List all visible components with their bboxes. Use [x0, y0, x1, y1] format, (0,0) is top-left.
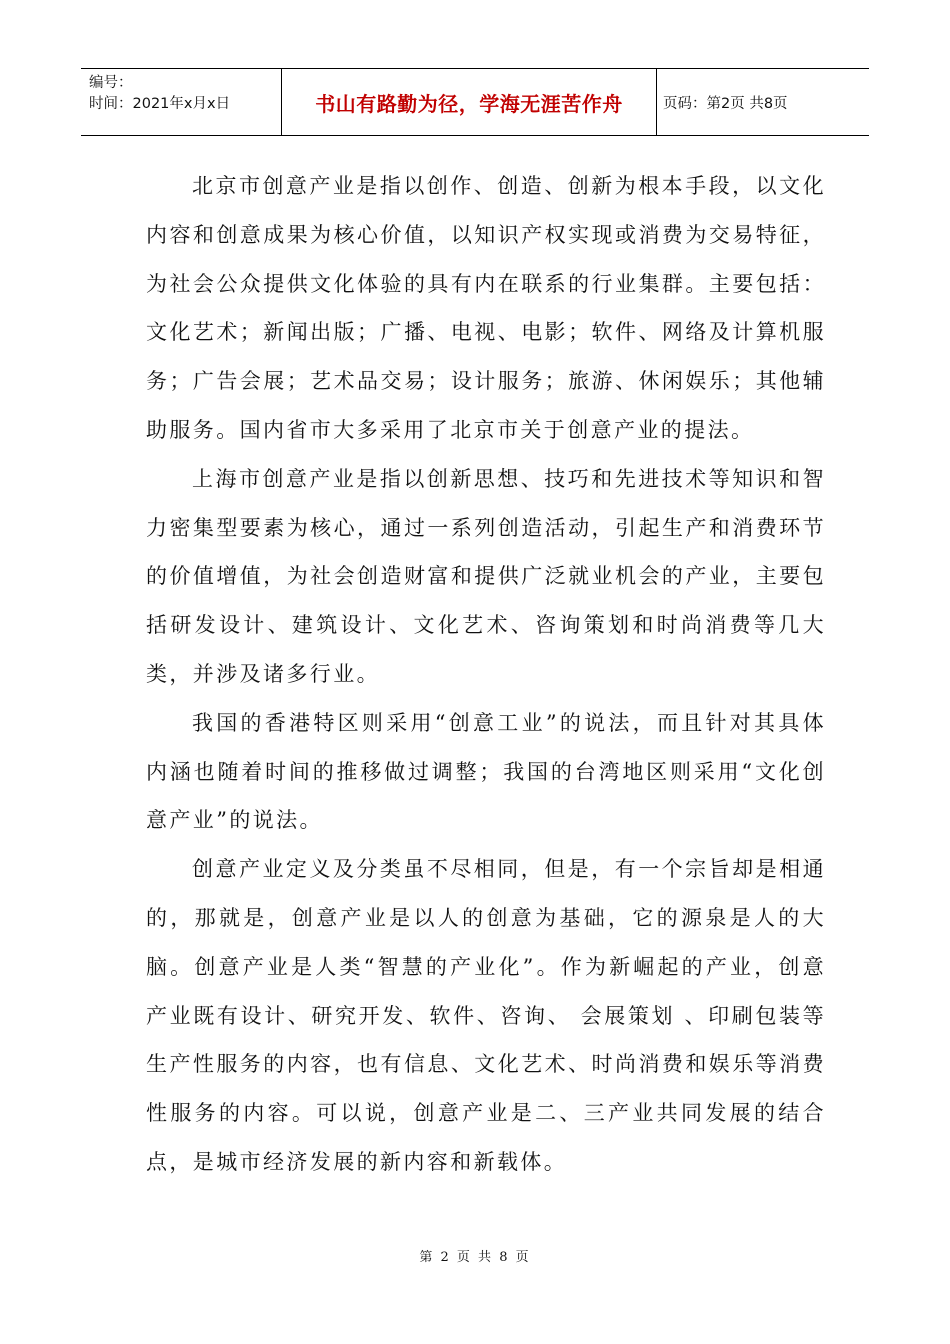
paragraph-shanghai: 上海市创意产业是指以创新思想、技巧和先进技术等知识和智力密集型要素为核心，通过一系列创造活动，引起生产和消费环节的价值增值，为社会创造财富和提供广泛就业机会的产业，主要包括研发设计、建筑设计、文化艺术、咨询策划和时尚消费等几大类，并涉及诸多行业。 — [146, 466, 826, 686]
header-motto: 书山有路勤为径，学海无涯苦作舟 — [282, 69, 657, 135]
time-label: 时间：2021年x月x日 — [89, 96, 231, 112]
number-label: 编号： — [89, 75, 133, 91]
document-body — [146, 162, 826, 1187]
paragraph-hongkong-taiwan: 我国的香港特区则采用“创意工业”的说法，而且针对其具体内涵也随着时间的推移做过调整；我国的台湾地区则采用“文化创意产业”的说法。 — [146, 710, 826, 833]
page-footer: 第 2 页 共 8 页 — [419, 1250, 531, 1265]
paragraph-summary: 创意产业定义及分类虽不尽相同，但是，有一个宗旨却是相通的，那就是，创意产业是以人的创意为基础，它的源泉是人的大脑。创意产业是人类“智慧的产业化”。作为新崛起的产业，创意产业既有设计、研究开发、软件、咨询、 会展策划 、印刷包装等生产性服务的内容，也有信息、文化艺术、时尚消费和娱乐等消费性服务的内容。可以说，创意产业是二、三产业共同发展的结合点，是城市经济发展的新内容和新载体。 — [146, 857, 826, 1174]
header-meta-cell — [81, 69, 282, 135]
document-header — [81, 68, 869, 136]
header-page-info: 页码：第2页 共8页 — [663, 95, 788, 112]
paragraph-beijing: 北京市创意产业是指以创作、创造、创新为根本手段，以文化内容和创意成果为核心价值，以知识产权实现或消费为交易特征，为社会公众提供文化体验的具有内在联系的行业集群。主要包括：文化艺术；新闻出版；广播、电视、电影；软件、网络及计算机服务；广告会展；艺术品交易；设计服务；旅游、休闲娱乐；其他辅助服务。国内省市大多采用了北京市关于创意产业的提法。 — [146, 174, 826, 442]
